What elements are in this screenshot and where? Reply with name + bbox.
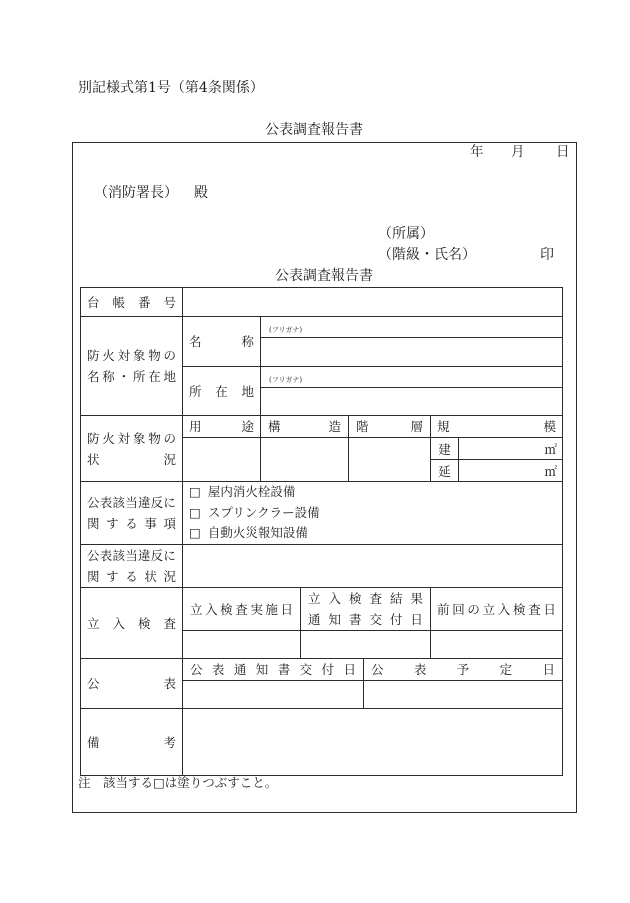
publication-notice-header: [183, 659, 363, 680]
label-char: 防: [87, 348, 100, 363]
inspection-result-field: [301, 631, 431, 659]
label-char: 関: [87, 569, 100, 584]
label-char: 層: [410, 419, 423, 434]
label-char: 表: [163, 676, 176, 691]
label-char: す: [106, 569, 119, 584]
publication-notice-header-cell: [183, 659, 364, 681]
label-char: 用: [189, 419, 202, 434]
label-char: 査: [369, 591, 382, 606]
name-label-cell: [183, 317, 261, 367]
label-char: 反: [150, 548, 164, 563]
label-char: 考: [163, 734, 176, 750]
label-char: 査: [528, 601, 541, 617]
label-char: 日: [542, 662, 556, 677]
label-char: に: [163, 548, 176, 563]
label-char: 公: [87, 495, 100, 510]
label-char: 在: [148, 369, 161, 384]
name-furigana-label: (フリガナ): [269, 325, 303, 334]
violation-status-field: [183, 545, 563, 588]
inspection-label-cell: [81, 588, 183, 659]
status-label-line1: [81, 428, 182, 449]
label-char: に: [163, 495, 176, 510]
report-table: [80, 287, 563, 776]
previous-inspection-header-cell: [431, 588, 563, 631]
structure-field: [261, 438, 349, 482]
label-char: 名: [189, 334, 202, 349]
status-label-cell: [81, 416, 183, 482]
label-char: 書: [277, 662, 291, 677]
label-char: 防: [87, 430, 100, 446]
inspection-date-field: [183, 631, 301, 659]
total-area-unit: ㎡: [459, 460, 563, 482]
label-char: の: [163, 430, 176, 446]
label-char: 地: [163, 369, 176, 384]
label-char: 物: [148, 348, 161, 363]
label-char: 所: [132, 369, 146, 384]
label-char: 日: [410, 612, 423, 627]
ledger-number-field: [183, 288, 563, 317]
label-char: 立: [308, 591, 321, 606]
label-char: る: [125, 569, 138, 584]
inspection-date-header: [183, 599, 300, 620]
label-char: 査: [163, 615, 176, 631]
label-char: 造: [328, 419, 341, 434]
label-char: 模: [543, 419, 557, 434]
inspection-date-header-cell: [183, 588, 301, 631]
label-char: 検: [137, 615, 151, 631]
label-char: 備: [87, 734, 100, 750]
label-char: 施: [265, 601, 278, 617]
label-char: 日: [280, 601, 293, 617]
label-char: 立: [190, 601, 203, 617]
label-char: 定: [499, 662, 513, 677]
remarks-label-cell: [81, 709, 183, 776]
label-char: 事: [144, 516, 157, 531]
checklist-item-label: 屋内消火栓設備: [207, 484, 296, 500]
label-char: す: [106, 516, 119, 531]
label-char: 査: [235, 601, 248, 617]
label-char: 交: [299, 662, 313, 677]
violation-items-label-line1: [81, 492, 182, 513]
label-char: 入: [328, 591, 341, 606]
label-char: 該: [112, 495, 125, 510]
affiliation-label: （所属）: [378, 226, 434, 242]
remarks-field: [183, 709, 563, 776]
label-char: 入: [205, 601, 218, 617]
label-char: の: [163, 348, 176, 363]
name-label: [183, 331, 260, 352]
label-char: 表: [99, 495, 113, 510]
checklist-item: [189, 482, 562, 503]
label-char: 物: [148, 430, 161, 446]
label-char: 公: [371, 662, 384, 677]
label-char: 違: [137, 495, 151, 510]
label-char: 表: [413, 662, 427, 677]
label-char: 規: [437, 419, 450, 434]
label-char: 果: [410, 591, 423, 606]
label-char: 構: [268, 419, 281, 434]
address-furigana-field: [261, 367, 563, 388]
rank-name-label: （階級・氏名）: [378, 247, 476, 263]
publication-label: [81, 673, 182, 694]
use-header-cell: [183, 416, 261, 438]
remarks-label: [81, 732, 182, 753]
label-char: 結: [389, 591, 403, 606]
publication-notice-field: [183, 681, 364, 709]
address-furigana-label: (フリガナ): [269, 375, 303, 384]
label-char: 検: [220, 601, 233, 617]
label-char: 日: [543, 601, 556, 617]
use-header: [183, 416, 260, 437]
ledger-number-label-cell: [81, 288, 183, 317]
date-year-label: 年: [470, 144, 484, 160]
violation-checklist: [183, 482, 562, 544]
checklist-item: [189, 503, 562, 524]
label-char: 称: [102, 369, 115, 384]
label-char: 前: [437, 601, 450, 617]
status-label-line2: [81, 449, 182, 470]
label-char: 当: [125, 495, 138, 510]
violation-items-label-line2: [81, 513, 182, 534]
label-char: 予: [456, 662, 470, 677]
label-char: 帳: [112, 294, 125, 310]
label-char: 通: [233, 662, 247, 677]
checkbox-indoor-hydrant: □: [189, 484, 201, 500]
name-address-label-line2: [81, 366, 182, 387]
building-area-label: 建: [431, 438, 459, 460]
label-char: 実: [250, 601, 263, 617]
structure-header-cell: [261, 416, 349, 438]
label-char: 階: [356, 419, 369, 434]
checklist-item-label: 自動火災報知設備: [207, 525, 308, 541]
label-char: 地: [241, 383, 254, 399]
name-address-label-cell: [81, 317, 183, 416]
checkbox-fire-alarm: □: [189, 525, 201, 541]
checkbox-sprinkler: □: [189, 504, 201, 520]
checklist-item: [189, 523, 562, 544]
date-month-label: 月: [511, 144, 525, 160]
label-char: 違: [137, 548, 151, 563]
publication-label-cell: [81, 659, 183, 709]
label-char: 検: [513, 601, 526, 617]
label-char: 象: [132, 348, 146, 363]
scale-header-cell: [431, 416, 563, 438]
name-address-label-line1: [81, 345, 182, 366]
label-char: 公: [87, 676, 100, 691]
total-area-label: 延: [431, 460, 459, 482]
floors-header: [349, 416, 430, 437]
label-char: 付: [389, 612, 403, 627]
label-char: 交: [369, 612, 382, 627]
seal-mark: 印: [540, 247, 554, 263]
inner-title: 公表調査報告書: [275, 268, 373, 284]
label-char: 表: [99, 548, 113, 563]
violation-items-field: [183, 482, 563, 545]
label-char: 日: [343, 662, 356, 677]
ledger-number-label: [81, 292, 182, 313]
inspection-label: [81, 613, 182, 634]
address-field: [261, 388, 563, 416]
inspection-result-header-cell: [301, 588, 431, 631]
inspection-result-header-line2: [301, 609, 430, 630]
label-char: 途: [241, 419, 254, 434]
address-label: [183, 381, 260, 402]
honorific: 殿: [194, 185, 208, 201]
addressee: （消防署長）: [94, 185, 178, 201]
label-char: 通: [308, 612, 321, 627]
publication-planned-field: [364, 681, 563, 709]
name-furigana-field: [261, 317, 563, 338]
label-char: 号: [163, 294, 176, 310]
address-label-cell: [183, 367, 261, 416]
document-title: 公表調査報告書: [265, 122, 363, 138]
label-char: 公: [87, 548, 100, 563]
label-char: 立: [87, 615, 100, 631]
violation-status-label-cell: [81, 545, 183, 588]
name-field: [261, 338, 563, 367]
label-char: 台: [87, 294, 100, 310]
violation-status-label-line1: [81, 545, 182, 566]
label-char: 入: [497, 601, 511, 617]
label-char: 況: [163, 569, 176, 584]
label-char: 該: [112, 548, 125, 563]
label-char: 反: [150, 495, 164, 510]
checklist-item-label: スプリンクラー設備: [207, 504, 320, 520]
violation-items-label-cell: [81, 482, 183, 545]
inspection-result-header-line1: [301, 588, 430, 609]
label-char: 知: [255, 662, 269, 677]
label-char: の: [467, 601, 480, 617]
label-char: る: [125, 516, 138, 531]
label-char: 況: [163, 451, 176, 467]
violation-status-label-line2: [81, 566, 182, 587]
previous-inspection-header: [431, 599, 562, 620]
label-char: 関: [87, 516, 100, 531]
floors-header-cell: [349, 416, 431, 438]
publication-planned-header: [364, 659, 562, 680]
label-char: 対: [117, 430, 131, 446]
label-char: 立: [482, 601, 496, 617]
structure-header: [261, 416, 348, 437]
label-char: 象: [132, 430, 146, 446]
scale-header: [431, 416, 562, 437]
label-char: 火: [102, 430, 115, 446]
label-char: 検: [348, 591, 362, 606]
label-char: 所: [189, 383, 202, 399]
label-char: 表: [211, 662, 225, 677]
label-char: 付: [321, 662, 335, 677]
label-char: 火: [102, 348, 115, 363]
label-char: 在: [215, 383, 228, 399]
label-char: 状: [144, 569, 157, 584]
publication-planned-header-cell: [364, 659, 563, 681]
label-char: 対: [117, 348, 131, 363]
form-reference: 別記様式第1号（第4条関係）: [78, 80, 264, 96]
label-char: ・: [117, 369, 131, 384]
label-char: 番: [137, 294, 151, 310]
label-char: 当: [125, 548, 138, 563]
label-char: 入: [112, 615, 125, 631]
previous-inspection-field: [431, 631, 563, 659]
label-char: 称: [241, 334, 254, 349]
building-area-unit: ㎡: [459, 438, 563, 460]
label-char: 状: [87, 451, 100, 467]
label-char: 名: [87, 369, 100, 384]
label-char: 知: [328, 612, 341, 627]
footnote: 注 該当する□は塗りつぶすこと。: [78, 775, 278, 790]
floors-field: [349, 438, 431, 482]
label-char: 公: [190, 662, 203, 677]
label-char: 回: [452, 601, 465, 617]
label-char: 書: [348, 612, 362, 627]
use-field: [183, 438, 261, 482]
label-char: 項: [163, 516, 176, 531]
date-day-label: 日: [556, 144, 570, 160]
